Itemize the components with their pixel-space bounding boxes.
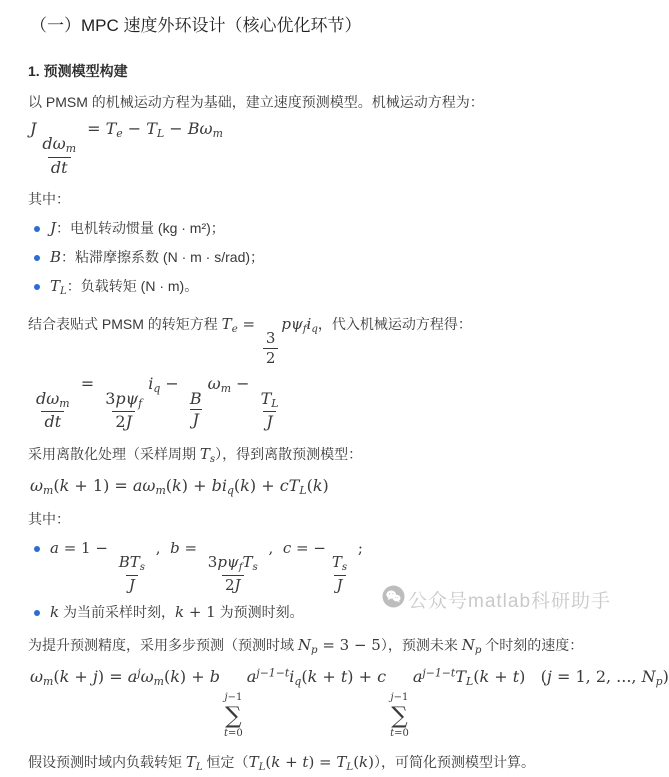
math-subscript: L (156, 127, 165, 141)
text-run: 恒定（ (202, 753, 249, 770)
fraction-numerator (258, 390, 282, 412)
math-operator: ( (525, 667, 547, 687)
math-subscript: L (271, 396, 279, 410)
math-variable: T (185, 752, 196, 771)
math-subscript: e (116, 127, 123, 141)
math-operator: ) + (249, 475, 280, 495)
math-variable: dt (50, 157, 68, 177)
math-variable: J (192, 410, 199, 430)
fraction-numerator (187, 390, 205, 409)
math-subscript: m (43, 675, 54, 689)
summation (224, 692, 243, 739)
fraction-numerator (39, 135, 79, 157)
math-variable: ω (30, 667, 44, 687)
math-subscript: q (311, 323, 318, 335)
math-operator: =0 (228, 728, 243, 740)
math-fraction (187, 390, 205, 430)
math-subscript: L (258, 761, 266, 773)
text-run: 采用离散化处理（采样周期 (28, 445, 200, 462)
math-operator: ( (301, 667, 308, 687)
math-variable: N (641, 667, 656, 687)
math-operator: ) (662, 667, 669, 687)
math-variable: T (199, 444, 210, 463)
math-subscript: p (311, 644, 318, 656)
inline-formula (462, 636, 482, 654)
math-fraction (102, 390, 145, 432)
math-variable: ω (140, 667, 154, 687)
paragraph (28, 509, 637, 530)
math-operator: 3 (105, 388, 116, 408)
text-run: 其中： (28, 510, 70, 527)
math-operator: , (150, 538, 171, 557)
math-operator: = (75, 373, 100, 393)
fraction-denominator (263, 348, 279, 367)
math-variable: N (461, 635, 475, 654)
fraction-numerator (33, 390, 73, 412)
math-operator: 3 (207, 552, 218, 571)
math-operator: = (179, 538, 202, 557)
math-operator: ( (163, 667, 171, 687)
fraction-numerator (205, 554, 261, 575)
math-operator: = 3 − 5 (317, 635, 381, 654)
math-variable: k (240, 475, 250, 495)
text-run: 结合表贴式 PMSM 的转矩方程 (28, 315, 222, 332)
math-variable: j (92, 667, 98, 687)
math-variable: t (340, 667, 348, 687)
math-subscript: f (302, 323, 307, 335)
math-variable: k (271, 752, 281, 771)
math-variable: T (336, 752, 347, 771)
math-operator: ) = (97, 667, 128, 687)
math-operator: ( (233, 475, 241, 495)
section-heading: 1. 预测模型构建 (28, 63, 128, 79)
math-variable: k (59, 667, 70, 687)
math-subscript: m (59, 396, 70, 410)
math-subscript: L (465, 675, 474, 689)
text-run: ，代入机械运动方程得： (317, 315, 472, 332)
inline-formula (298, 636, 381, 654)
fraction-denominator (126, 575, 138, 594)
math-subscript: s (252, 561, 258, 573)
math-subscript: m (65, 142, 77, 156)
bullet-item (28, 218, 637, 239)
math-variable: a (127, 667, 138, 687)
bullet-item (28, 247, 637, 268)
paragraph (28, 752, 637, 777)
fraction-numerator (329, 554, 350, 575)
math-variable: J (266, 412, 273, 432)
math-operator: ( (53, 667, 60, 687)
math-variable: aω (132, 475, 156, 495)
math-variable: T (242, 552, 253, 571)
math-variable: i (306, 314, 312, 333)
math-operator: + 1 (184, 602, 216, 621)
math-operator: = 1, 2, ..., (551, 667, 642, 687)
math-subscript: q (153, 381, 161, 395)
math-operator: − (160, 373, 184, 393)
display-formula-block (28, 119, 637, 177)
math-variable: k (359, 752, 369, 771)
bullet-dot-icon (34, 226, 40, 232)
math-operator: 2 (115, 412, 126, 432)
math-operator: = − (291, 538, 326, 557)
text-run: ），预测未来 (380, 636, 462, 653)
math-subscript: e (231, 323, 238, 335)
math-operator: = 1 − (58, 538, 113, 557)
math-subscript: L (299, 483, 307, 497)
math-variable: i (289, 667, 295, 687)
watermark-text: 公众号matlab科研助手 (408, 591, 612, 612)
math-operator: ) + (179, 667, 210, 687)
math-operator: + (280, 752, 303, 771)
math-superscript: j (137, 666, 141, 680)
math-variable: J (234, 575, 241, 594)
math-variable: J (50, 219, 57, 238)
display-formula (30, 476, 329, 495)
math-subscript: m (155, 483, 166, 497)
math-subscript: q (294, 675, 302, 689)
math-variable: J (336, 575, 343, 594)
math-variable: b (170, 538, 180, 557)
bullet-dot-icon (34, 255, 40, 261)
display-formula-block (28, 374, 637, 432)
paragraph (28, 189, 637, 210)
math-operator: −1 (393, 692, 409, 704)
display-formula (30, 666, 669, 740)
bullet-item (28, 276, 637, 302)
fraction-denominator (222, 575, 244, 594)
math-operator: 3 (265, 329, 276, 348)
math-operator: ) (322, 475, 329, 495)
math-variable: k (50, 602, 60, 621)
math-subscript: f (138, 396, 143, 410)
math-operator: + 1) = (69, 475, 133, 495)
math-variable: T (455, 667, 466, 687)
math-subscript: m (43, 483, 54, 497)
math-variable: cT (279, 475, 300, 495)
inline-formula (50, 603, 59, 621)
inline-formula (50, 277, 67, 295)
doc-title: （一）MPC 速度外环设计（核心优化环节） (30, 16, 362, 35)
fraction-denominator (263, 411, 275, 431)
math-fraction (258, 390, 282, 432)
fraction-numerator (116, 554, 148, 575)
math-variable: t (390, 728, 395, 740)
math-operator: 2 (265, 349, 276, 368)
math-operator: , (263, 538, 283, 557)
math-operator: + (69, 667, 93, 687)
inline-formula (200, 445, 215, 463)
math-subscript: m (153, 675, 164, 689)
sigma-icon: ∑ (391, 702, 408, 729)
math-variable: N (297, 635, 312, 654)
math-operator: ( (306, 475, 313, 495)
math-operator: − (231, 373, 255, 393)
math-variable: B (50, 248, 62, 267)
inline-formula (186, 753, 203, 771)
bullet-dot-icon (34, 284, 40, 290)
math-fraction (39, 135, 79, 177)
math-variable: k (307, 667, 318, 687)
math-operator: + (489, 667, 513, 687)
math-variable: c (377, 667, 387, 687)
math-fraction (329, 554, 350, 594)
math-variable: b (209, 667, 220, 687)
math-variable: J (125, 412, 132, 432)
paragraph (28, 444, 637, 470)
math-variable: k (172, 475, 182, 495)
math-subscript: s (341, 561, 348, 573)
math-subscript: q (226, 483, 234, 497)
math-variable: BT (118, 552, 140, 571)
bullet-content (50, 218, 637, 239)
bullet-item (28, 602, 637, 623)
math-variable: k (479, 667, 490, 687)
text-run: ：负载转矩 (N · m)。 (66, 278, 199, 295)
math-operator: − (122, 119, 147, 138)
math-subscript: f (238, 561, 243, 573)
math-variable: a (50, 538, 59, 557)
math-variable: pψ (281, 314, 303, 333)
math-subscript: p (655, 675, 663, 689)
math-subscript: s (139, 561, 145, 573)
math-variable: T (146, 119, 157, 138)
bullet-content (50, 247, 637, 268)
text-run: ），可简化预测模型计算。 (374, 753, 535, 770)
math-variable: pψ (115, 388, 139, 408)
math-operator: ) + (181, 475, 212, 495)
text-run: 假设预测时域内负载转矩 (28, 753, 186, 770)
text-run: 个时刻的速度： (481, 636, 584, 653)
math-variable: c (282, 538, 292, 557)
math-variable: J (128, 575, 135, 594)
math-operator: ( (473, 667, 480, 687)
paragraph (28, 635, 637, 661)
math-subscript: s (209, 453, 216, 465)
math-variable: a (246, 667, 257, 687)
fraction-numerator (263, 330, 279, 348)
display-formula (30, 119, 223, 177)
math-operator: −1 (227, 692, 243, 704)
fraction-numerator (102, 390, 145, 412)
math-subscript: L (60, 285, 67, 297)
paragraph (28, 314, 637, 368)
math-variable: k (59, 475, 70, 495)
math-variable: T (331, 552, 342, 571)
text-run: 为预测时刻。 (215, 603, 304, 620)
math-variable: t (224, 728, 229, 740)
inline-formula (249, 753, 374, 771)
math-subscript: p (474, 644, 482, 656)
bullet-item (28, 538, 637, 594)
math-operator: = (237, 314, 260, 333)
inline-formula (221, 314, 318, 368)
math-operator: 2 (224, 575, 235, 594)
math-fraction (205, 554, 261, 594)
math-operator: ( (353, 752, 360, 771)
math-variable: t (512, 667, 520, 687)
display-formula-block (28, 476, 637, 497)
math-operator: ; (353, 538, 363, 557)
math-operator: ( (265, 752, 272, 771)
bullet-dot-icon (34, 546, 40, 552)
text-run: ：粘滞摩擦系数 (N · m · s/rad)； (61, 249, 265, 266)
math-variable: i (148, 373, 154, 393)
math-operator: ) = (308, 752, 337, 771)
math-variable: dt (44, 412, 62, 432)
text-run: 其中： (28, 191, 70, 208)
fraction-denominator (190, 409, 202, 429)
math-variable: a (412, 667, 423, 687)
fraction-denominator (334, 575, 346, 594)
math-variable: dω (42, 134, 66, 154)
paragraph (28, 92, 637, 113)
math-variable: t (302, 752, 309, 771)
math-operator: ) + (347, 667, 378, 687)
fraction-denominator (41, 411, 64, 431)
math-variable: T (260, 388, 272, 408)
math-variable: k (174, 602, 185, 621)
sigma-icon: ∑ (225, 702, 242, 729)
summation (390, 692, 409, 739)
inline-formula (175, 603, 216, 621)
fraction-denominator (48, 157, 71, 177)
math-variable: T (105, 119, 117, 138)
bullet-content (50, 538, 637, 594)
bullet-content (50, 276, 637, 302)
inline-formula (50, 248, 61, 266)
math-variable: B (189, 388, 202, 408)
math-variable: pψ (217, 552, 239, 571)
math-operator: + (317, 667, 341, 687)
text-run: ：电机转动惯量 (kg · m²)； (56, 220, 225, 237)
math-subscript: m (212, 127, 223, 141)
math-variable: T (248, 752, 259, 771)
sum-lower-limit (224, 728, 243, 740)
math-operator: − (164, 119, 188, 138)
math-variable: ω (30, 475, 44, 495)
math-operator: =0 (394, 728, 409, 740)
math-variable: J (30, 119, 37, 138)
math-fraction (263, 330, 279, 368)
math-fraction (33, 390, 73, 432)
math-superscript: j−1−t (422, 666, 456, 680)
math-variable: k (170, 667, 180, 687)
fraction-denominator (112, 411, 135, 431)
math-variable: T (221, 314, 232, 333)
math-variable: ω (207, 373, 221, 393)
math-operator: ) (368, 752, 374, 771)
math-subscript: L (195, 761, 203, 773)
text-run: ），得到离散预测模型： (215, 445, 363, 462)
text-run: 为当前采样时刻， (59, 603, 175, 620)
math-variable: Bω (187, 119, 213, 138)
math-operator: ( (165, 475, 173, 495)
display-formula-block (28, 666, 669, 740)
math-superscript: j−1−t (256, 666, 290, 680)
inline-formula (50, 538, 363, 594)
math-variable: bi (211, 475, 227, 495)
bullet-content (50, 602, 637, 623)
math-subscript: L (346, 761, 354, 773)
text-run: 以 PMSM 的机械运动方程为基础，建立速度预测模型。机械运动方程为： (28, 94, 484, 110)
math-variable: dω (36, 388, 60, 408)
math-operator: ) (519, 667, 526, 687)
math-variable: k (312, 475, 323, 495)
display-formula (30, 373, 284, 432)
math-subscript: m (220, 381, 231, 395)
math-operator: = (82, 119, 106, 138)
math-fraction (116, 554, 148, 594)
math-variable: j (224, 692, 228, 704)
sum-lower-limit (390, 728, 409, 740)
math-variable: T (50, 277, 61, 296)
math-operator: ( (53, 475, 60, 495)
text-run: 为提升预测精度，采用多步预测（预测时域 (28, 636, 298, 653)
math-variable: j (546, 667, 552, 687)
bullet-dot-icon (34, 610, 40, 616)
math-variable: j (390, 692, 394, 704)
